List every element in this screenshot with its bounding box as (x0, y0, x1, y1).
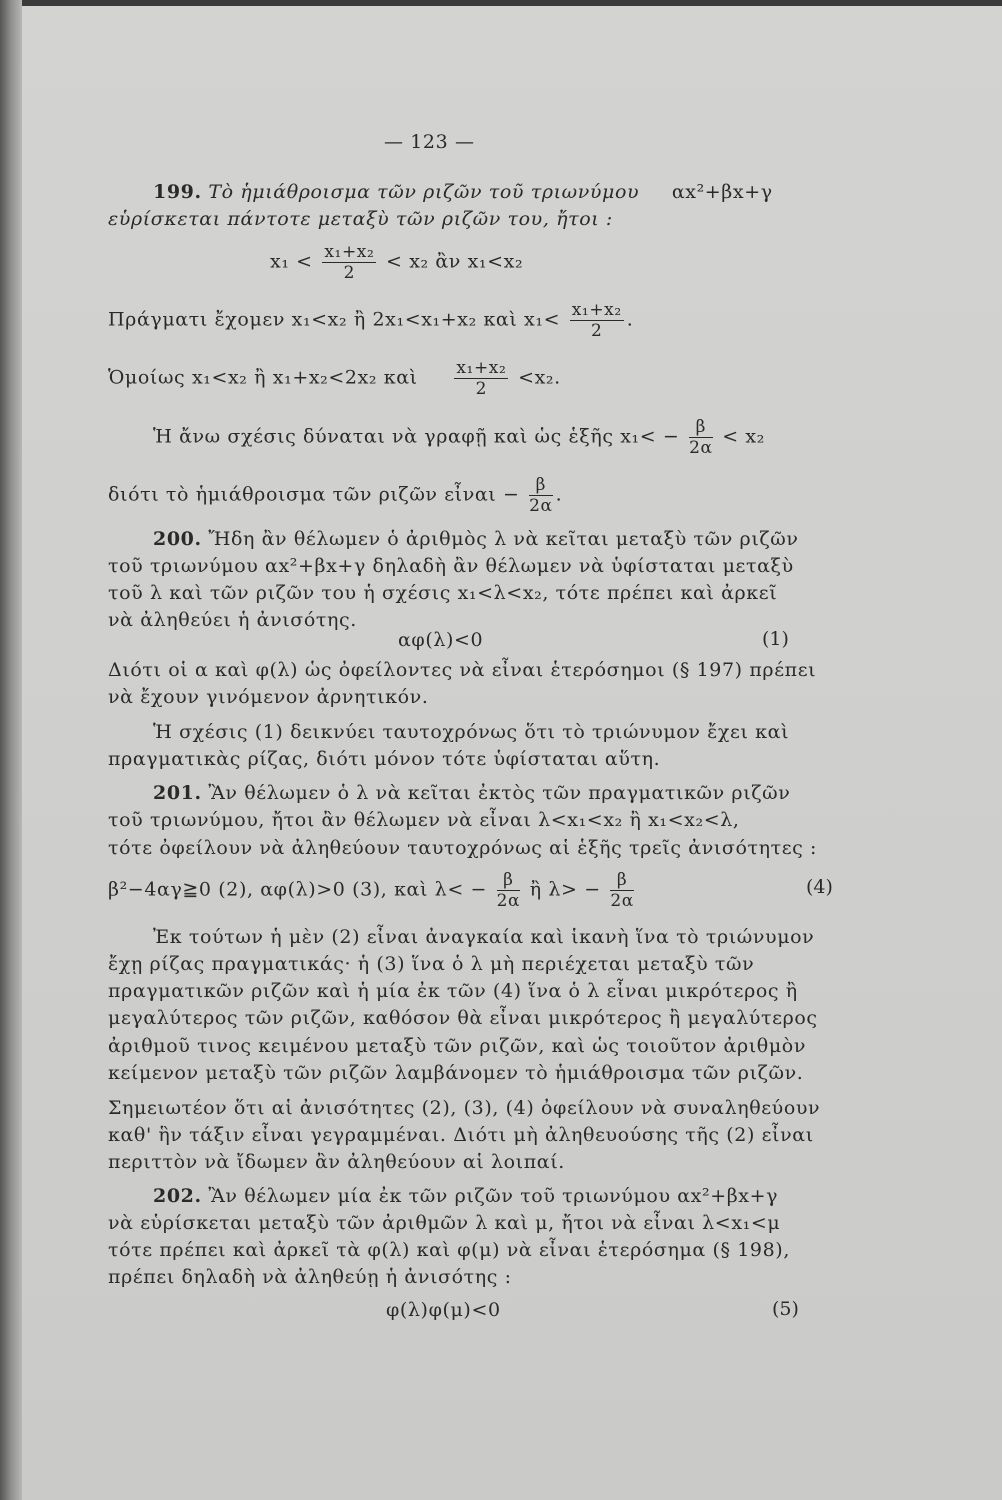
section-200-line-4: νὰ ἀληθεύει ἡ ἀνισότης. (108, 609, 357, 631)
section-200-line-7: Ἡ σχέσις (1) δεικνύει ταυτοχρόνως ὅτι τὸ τριώνυμον ἔχει καὶ (153, 721, 790, 743)
fraction: $\frac{\text{x₁+x₂}}{2}$ (456, 358, 507, 399)
inequalities-2-3-4: β²−4αγ≧0 (2), αφ(λ)>0 (3), καὶ λ< − $\frac{\beta}{2\alpha}$ ἢ λ> − $\frac{\beta}{2\alpha}$ (108, 870, 634, 911)
section-201-line-9: κείμενον μεταξὺ τῶν ριζῶν λαμβάνομεν τὸ ἡμιάθροισμα τῶν ριζῶν. (108, 1062, 804, 1084)
equation-number-4: (4) (806, 876, 833, 898)
section-202-line-1: 202. Ἂν θέλωμεν μία ἐκ τῶν ριζῶν τοῦ τριωνύμου αx²+βx+γ (153, 1185, 779, 1207)
section-200-line-5: Διότι οἱ α καὶ φ(λ) ὡς ὀφείλοντες νὰ εἶναι ἑτερόσημοι (§ 197) πρέπει (108, 659, 817, 681)
section-202-line-2: νὰ εὑρίσκεται μεταξὺ τῶν ἀριθμῶν λ καὶ μ, ἤτοι νὰ εἶναι λ<x₁<μ (108, 1212, 781, 1234)
fraction: $\frac{\beta}{2\alpha}$ (689, 417, 713, 458)
section-201-line-3: τότε ὀφείλουν νὰ ἀληθεύουν ταυτοχρόνως αἱ ἑξῆς τρεῖς ἀνισότητες : (108, 837, 818, 859)
trinomial-expression: αx²+βx+γ (671, 181, 773, 203)
section-201-line-11: καθ' ἣν τάξιν εἶναι γεγραμμέναι. Διότι μὴ ἀληθευούσης τῆς (2) εἶναι (108, 1124, 814, 1146)
fraction: $\frac{\text{x₁+x₂}}{2}$ (324, 242, 375, 283)
theorem-text: Τὸ ἡμιάθροισμα τῶν ριζῶν τοῦ τριωνύμου (208, 181, 640, 203)
section-202-line-3: τότε πρέπει καὶ ἀρκεῖ τὰ φ(λ) καὶ φ(μ) νὰ εἶναι ἑτερόσημα (§ 198), (108, 1239, 790, 1261)
equation-1: αφ(λ)<0 (398, 629, 484, 651)
equation-number-1: (1) (762, 628, 789, 650)
section-number: 201. (153, 782, 202, 804)
section-201-line-4: Ἐκ τούτων ἡ μὲν (2) εἶναι ἀναγκαία καὶ ἱκανὴ ἵνα τὸ τριώνυμον (153, 926, 815, 948)
book-spine-shadow (0, 0, 22, 1500)
section-200-line-2: τοῦ τριωνύμου αx²+βx+γ δηλαδὴ ἂν θέλωμεν νὰ ὑφίσταται μεταξὺ (108, 555, 794, 577)
section-200-line-3: τοῦ λ καὶ τῶν ριζῶν του ἡ σχέσις x₁<λ<x₂, τότε πρέπει καὶ ἀρκεῖ (108, 582, 778, 604)
section-199-line-2: εὑρίσκεται πάντοτε μεταξὺ τῶν ριζῶν του, ἤτοι : (108, 208, 613, 230)
section-200-line-1: 200. Ἤδη ἂν θέλωμεν ὁ ἀριθμὸς λ νὰ κεῖται μεταξὺ τῶν ριζῶν (153, 528, 799, 550)
equation-5: φ(λ)φ(μ)<0 (386, 1299, 501, 1321)
section-201-line-10: Σημειωτέον ὅτι αἱ ἀνισότητες (2), (3), (4) ὀφείλουν νὰ συναληθεύουν (108, 1097, 821, 1119)
section-201-line-6: πραγματικῶν ριζῶν καὶ ἡ μία ἐκ τῶν (4) ἵνα ὁ λ εἶναι μικρότερος ἢ (108, 980, 798, 1002)
inequality-half-sum: x₁ < $\frac{\text{x₁+x₂}}{2}$ < x₂ ἂν x₁<x₂ (270, 242, 524, 283)
fraction: $\frac{\text{x₁+x₂}}{2}$ (571, 300, 622, 341)
page-top-edge (0, 0, 1002, 6)
section-201-line-8: ἀριθμοῦ τινος κειμένου μεταξὺ τῶν ριζῶν, καὶ ὡς τοιοῦτον ἀριθμὸν (108, 1035, 806, 1057)
section-number: 202. (153, 1185, 202, 1207)
section-201-line-1: 201. Ἂν θέλωμεν ὁ λ νὰ κεῖται ἐκτὸς τῶν πραγματικῶν ριζῶν (153, 782, 791, 804)
section-201-line-2: τοῦ τριωνύμου, ἤτοι ἂν θέλωμεν νὰ εἶναι λ<x₁<x₂ ἢ x₁<x₂<λ, (108, 809, 740, 831)
section-201-line-12: περιττὸν νὰ ἴδωμεν ἂν ἀληθεύουν αἱ λοιπαί. (108, 1151, 565, 1173)
section-199-line-1 (153, 180, 773, 204)
section-202-line-4: πρέπει δηλαδὴ νὰ ἀληθεύῃ ἡ ἀνισότης : (108, 1266, 512, 1288)
upper-relation-line: Ἡ ἄνω σχέσις δύναται νὰ γραφῇ καὶ ὡς ἑξῆς x₁< − $\frac{\beta}{2\alpha}$ < x₂ (153, 417, 765, 458)
section-201-line-5: ἔχῃ ρίζας πραγματικάς· ἡ (3) ἵνα ὁ λ μὴ περιέχεται μεταξὺ τῶν (108, 953, 755, 975)
page-number: — 123 — (384, 131, 475, 153)
fraction: $\frac{\beta}{2\alpha}$ (496, 870, 521, 911)
fraction: $\frac{\beta}{2\alpha}$ (529, 475, 553, 516)
section-201-line-7: μεγαλύτερος τῶν ριζῶν, καθόσον θὰ εἶναι μικρότερος ἢ μεγαλύτερος (108, 1007, 818, 1029)
proof-line-2: Ὁμοίως x₁<x₂ ἢ x₁+x₂<2x₂ καὶ $\frac{\text{x₁+x₂}}{2}$ <x₂. (108, 358, 561, 399)
section-200-line-8: πραγματικὰς ρίζας, διότι μόνον τότε ὑφίσταται αὕτη. (108, 748, 661, 770)
section-number: 199. (153, 181, 202, 203)
half-sum-value-line: διότι τὸ ἡμιάθροισμα τῶν ριζῶν εἶναι − $\frac{\beta}{2\alpha}$ . (108, 475, 563, 516)
equation-number-5: (5) (772, 1298, 799, 1320)
section-200-line-6: νὰ ἔχουν γινόμενον ἀρνητικόν. (108, 686, 429, 708)
section-number: 200. (153, 528, 202, 550)
proof-line-1: Πράγματι ἔχομεν x₁<x₂ ἢ 2x₁<x₁+x₂ καὶ x₁< $\frac{\text{x₁+x₂}}{2}$ . (108, 300, 634, 341)
fraction: $\frac{\beta}{2\alpha}$ (610, 870, 634, 911)
